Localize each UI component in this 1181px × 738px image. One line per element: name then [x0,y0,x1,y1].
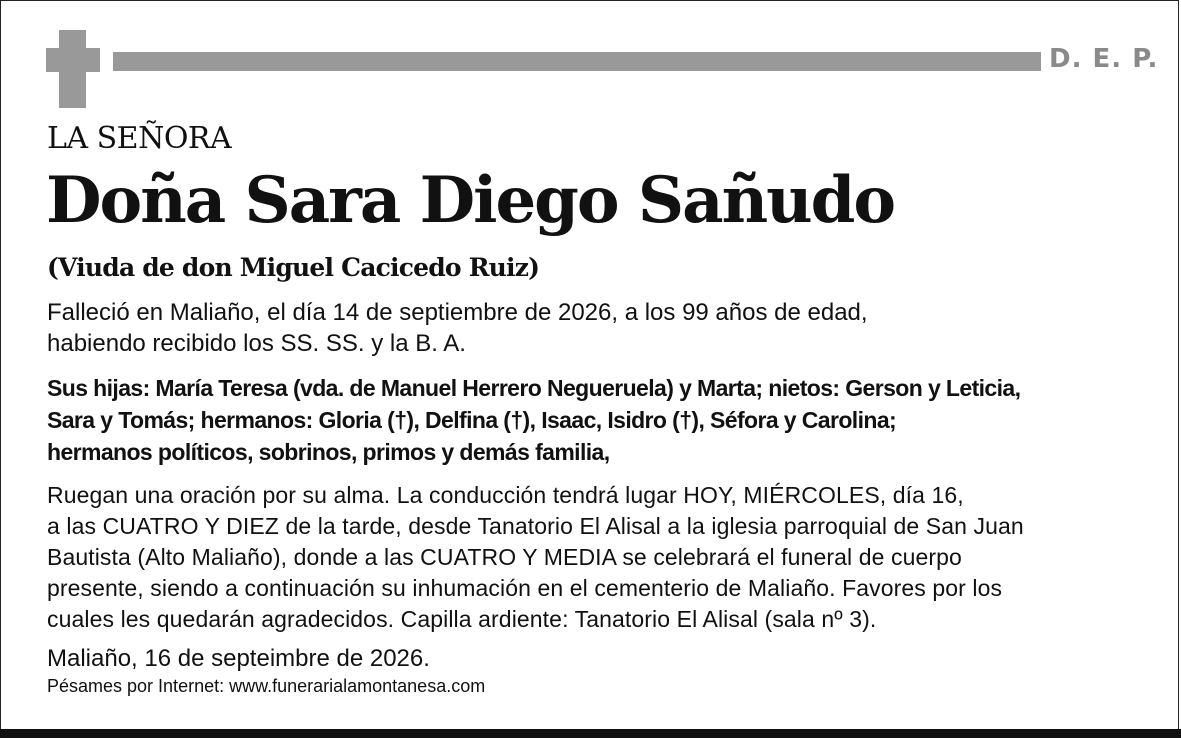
dep-label: D. E. P. [1049,44,1159,74]
family-list [47,372,1020,468]
condolences-link: Pésames por Internet: www.funerarialamontanesa.com [47,676,486,696]
death-notice-line: Falleció en Maliaño, el día 14 de septiembre de 2026, a los 99 años de edad, [47,299,868,326]
death-notice [47,297,868,359]
place-date: Maliaño, 16 de septeimbre de 2026. [47,645,430,672]
family-line: hermanos políticos, sobrinos, primos y demás familia, [47,439,610,465]
service-line: cuales les quedarán agradecidos. Capilla ardiente: Tanatorio El Alisal (sala nº 3). [47,606,877,632]
deceased-name: Doña Sara Diego Sañudo [46,163,895,238]
header-rule [113,52,1041,71]
cross-icon [46,30,100,108]
service-info [47,480,1024,635]
service-line: Bautista (Alto Maliaño), donde a las CUATRO Y MEDIA se celebrará el funeral de cuerpo [47,544,962,570]
widow-note: (Viuda de don Miguel Cacicedo Ruiz) [47,253,540,282]
service-line: Ruegan una oración por su alma. La conducción tendrá lugar HOY, MIÉRCOLES, día 16, [47,482,964,508]
service-line: a las CUATRO Y DIEZ de la tarde, desde Tanatorio El Alisal a la iglesia parroquial de San Juan [47,513,1024,539]
death-notice-line: habiendo recibido los SS. SS. y la B. A. [47,330,466,357]
intro-title: LA SEÑORA [47,121,232,156]
family-line: Sus hijas: María Teresa (vda. de Manuel Herrero Negueruela) y Marta; nietos: Gerson y Leticia, [47,375,1021,401]
bottom-border [0,729,1181,738]
family-line: Sara y Tomás; hermanos: Gloria (†), Delfina (†), Isaac, Isidro (†), Séfora y Carolina; [47,407,897,433]
service-line: presente, siendo a continuación su inhumación en el cementerio de Maliaño. Favores por los [47,575,1003,601]
